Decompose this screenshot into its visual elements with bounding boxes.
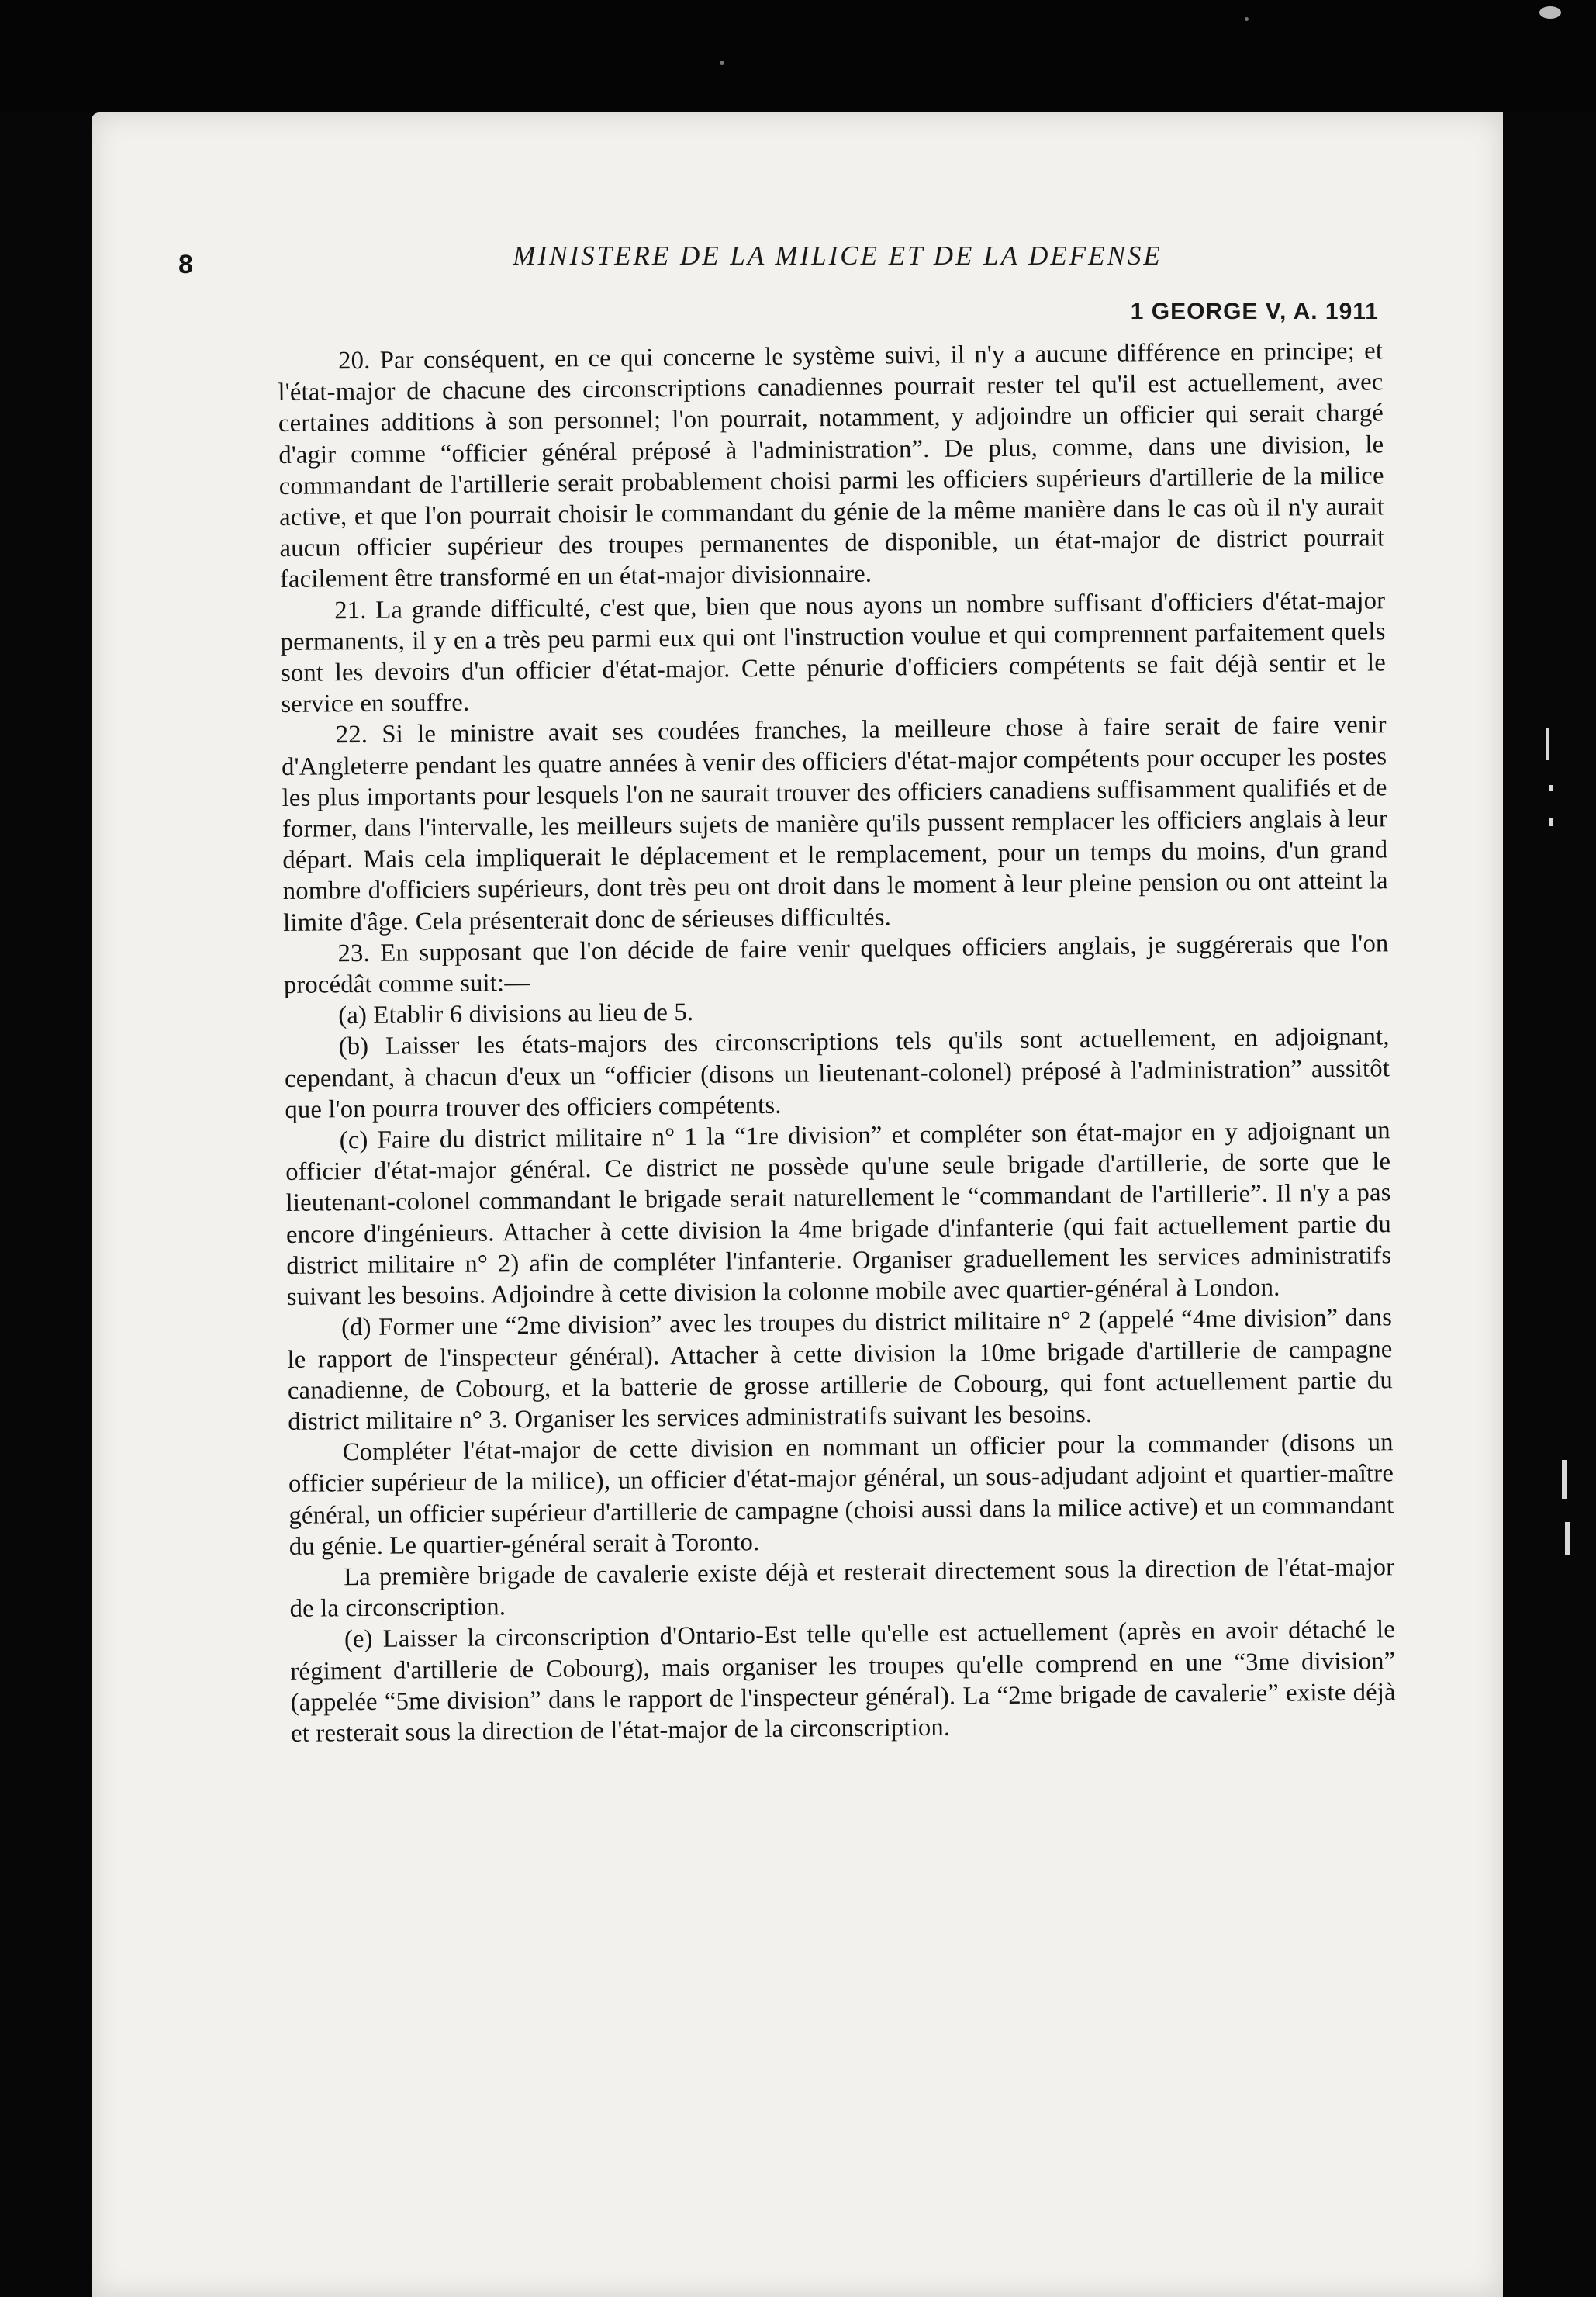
- item-e: (e) Laisser la circonscription d'Ontario-Est telle qu'elle est actuellement (après en avoir détaché le régiment d'artillerie de Cobourg), mais organiser les troupes qu'elle comprend en une “3me division” (appelée “5me division” dans le rapport de l'inspecteur général). La “2me brigade de cavalerie” existe déjà et resterait sous la direction de l'état-major de la circonscription.: [290, 1615, 1396, 1748]
- scan-edge-mark: [1562, 1460, 1567, 1499]
- paragraph-20: 20. Par conséquent, en ce qui concerne le système suivi, il n'y a aucune différence en principe; et l'état-major de chacune des circonscriptions canadiennes pourrait rester tel qu'il est actuellement, avec certaines additions à son personnel; l'on pourrait, notamment, y adjoindre un officier qui serait chargé d'agir comme “officier général préposé à l'administration”. De plus, comme, dans une division, le commandant de l'artillerie serait probablement choisi parmi les officiers supérieurs d'artillerie de la milice active, et que l'on pourrait choisir le commandant du génie de la même manière dans le cas où il n'y aurait aucun officier supérieur des troupes permanentes de disponible, un état-major de district pourrait facilement être transformé en un état-major divisionnaire.: [278, 337, 1385, 594]
- item-d: (d) Former une “2me division” avec les troupes du district militaire n° 2 (appelé “4me division” dans le rapport de l'inspecteur général). Attacher à cette division la 10me brigade d'artillerie de campagne canadienne, de Cobourg, et la batterie de grosse artillerie de Cobourg, qui font actuellement partie du district militaire n° 3. Organiser les services administratifs suivant les besoins.: [287, 1303, 1394, 1436]
- cavalry-note: La première brigade de cavalerie existe déjà et resterait directement sous la direction de l'état-major de la circonscription.: [289, 1553, 1395, 1624]
- item-c: (c) Faire du district militaire n° 1 la “1re division” et compléter son état-major en y adjoignant un officier d'état-major général. Ce district ne possède qu'une seule brigade d'artillerie, de sorte que le lieutenant-colonel commandant le brigade serait naturellement le “commandant de l'artillerie”. Il n'y a pas encore d'ingénieurs. Attacher à cette division la 4me brigade d'infanterie (qui fait actuellement partie du district militaire n° 2) afin de compléter l'infanterie. Organiser graduellement les services administratifs suivant les besoins. Adjoindre à cette division la colonne mobile avec quartier-général à London.: [285, 1116, 1392, 1312]
- scan-dust-speck: [1539, 6, 1561, 19]
- body-text: [278, 335, 1396, 1749]
- scan-top-border: [0, 0, 1596, 112]
- scan-edge-mark: [1549, 818, 1553, 826]
- item-a: (a) Etablir 6 divisions au lieu de 5.: [338, 998, 694, 1030]
- scan-edge-mark: [1549, 785, 1553, 791]
- paragraph-23: 23. En supposant que l'on décide de faire venir quelques officiers anglais, je suggérerais que l'on procédât comme suit:—: [283, 929, 1389, 1000]
- item-b: (b) Laisser les états-majors des circonscriptions tels qu'ils sont actuellement, en adjoignant, cependant, à chacun d'eux un “officier (disons un lieutenant-colonel) préposé à l'administration” aussitôt que l'on pourra trouver des officiers compétents.: [284, 1022, 1390, 1124]
- session-reference: 1 GEORGE V, A. 1911: [1130, 299, 1379, 324]
- paragraph-22: 22. Si le ministre avait ses coudées franches, la meilleure chose à faire serait de faire venir d'Angleterre pendant les quatre années à venir des officiers d'état-major compétents pour occuper les postes les plus importants pour lesquels l'on ne saurait trouver des officiers canadiens suffisamment qualifiés et de former, dans l'intervalle, les meilleurs sujets de manière qu'ils pussent remplacer les officiers anglais à leur départ. Mais cela impliquerait le déplacement et le remplacement, pour un temps du moins, d'un grand nombre d'officiers supérieurs, dont très peu ont droit dans le moment à leur pleine pension ou ont atteint la limite d'âge. Cela présenterait donc de sérieuses difficultés.: [282, 711, 1388, 937]
- scan-edge-mark: [1565, 1522, 1570, 1555]
- running-head: MINISTERE DE LA MILICE ET DE LA DEFENSE: [513, 240, 1162, 271]
- scan-dust-speck: [1245, 17, 1249, 21]
- item-d-continued: Compléter l'état-major de cette division en nommant un officier pour la commander (disons un officier supérieur de la milice), un officier d'état-major général, un sous-adjudant adjoint et quartier-maître général, un officier supérieur d'artillerie de campagne (choisi aussi dans la milice active) et un commandant du génie. Le quartier-général serait à Toronto.: [288, 1428, 1394, 1561]
- scan-dust-speck: [720, 61, 724, 65]
- paragraph-21: 21. La grande difficulté, c'est que, bien que nous ayons un nombre suffisant d'officiers d'état-major permanents, il y en a très peu parmi eux qui ont l'instruction voulue et qui comprennent parfaitement quels sont les devoirs d'un officier d'état-major. Cette pénurie d'officiers compétents se fait déjà sentir et le service en souffre.: [280, 586, 1387, 719]
- scan-edge-mark: [1546, 728, 1549, 760]
- page-number: 8: [178, 250, 193, 279]
